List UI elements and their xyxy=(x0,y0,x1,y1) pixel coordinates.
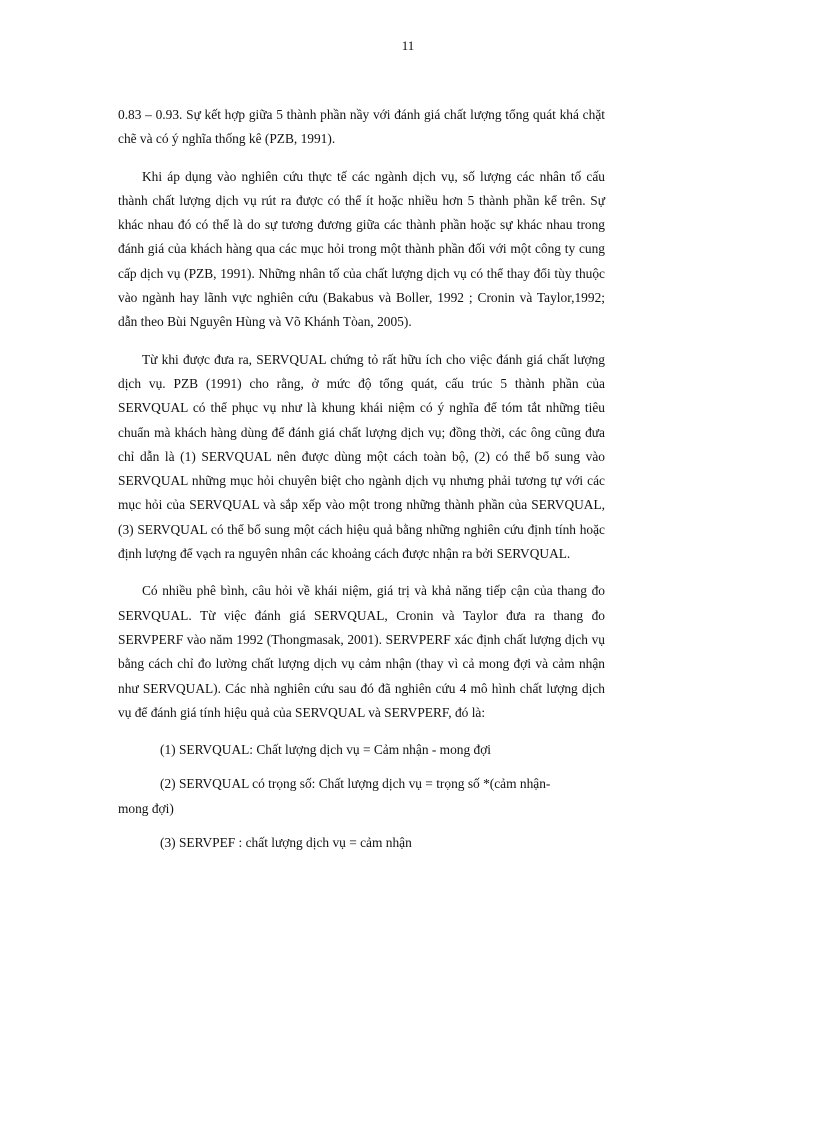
paragraph-intro: 0.83 – 0.93. Sự kết hợp giữa 5 thành phần nầy với đánh giá chất lượng tổng quát khá chặt chẽ và có ý nghĩa thống kê (PZB, 1991). xyxy=(118,107,605,147)
paragraph-servperf: Có nhiều phê bình, câu hỏi về khái niệm, giá trị và khả năng tiếp cận của thang đo SERVQUAL. Từ việc đánh giá SERVQUAL, Cronin và Taylor đưa ra thang đo SERVPERF vào năm 1992 (Thongmasak, 2001). SERVPERF xác định chất lượng dịch vụ bằng cách chỉ đo lường chất lượng dịch vụ cảm nhận (thay vì cả mong đợi và cảm nhận như SERVQUAL). Các nhà nghiên cứu sau đó đã nghiên cứu 4 mô hình chất lượng dịch vụ để đánh giá tính hiệu quả của SERVQUAL và SERVPERF, đó là: xyxy=(118,583,605,720)
list-item-2: (2) SERVQUAL có trọng số: Chất lượng dịch vụ = trọng số *(cảm nhận- xyxy=(160,776,551,792)
list-item-1: (1) SERVQUAL: Chất lượng dịch vụ = Cảm nhận - mong đợi xyxy=(160,742,492,758)
list-item-2-continuation: mong đợi) xyxy=(118,800,174,816)
paragraph-servqual-usefulness: Từ khi được đưa ra, SERVQUAL chứng tỏ rất hữu ích cho việc đánh giá chất lượng dịch vụ. PZB (1991) cho rằng, ở mức độ tổng quát, cấu trúc 5 thành phần của SERVQUAL có thể phục vụ như là khung khái niệm có ý nghĩa để tóm tắt những tiêu chuẩn mà khách hàng dùng để đánh giá chất lượng dịch vụ; đồng thời, các ông cũng đưa chỉ dẫn là (1) SERVQUAL nên được dùng một cách toàn bộ, (2) có thể bổ sung vào SERVQUAL những mục hỏi chuyên biệt cho ngành dịch vụ nhưng phải tương tự với các mục hỏi của SERVQUAL và sắp xếp vào một trong những thành phần của SERVQUAL, (3) SERVQUAL có thể bổ sung một cách hiệu quả bằng những nghiên cứu định tính hoặc định lượng để vạch ra nguyên nhân các khoảng cách được nhận ra bởi SERVQUAL. xyxy=(118,351,605,562)
body-text xyxy=(118,103,605,865)
paragraph-dimensions: Khi áp dụng vào nghiên cứu thực tế các ngành dịch vụ, số lượng các nhân tố cấu thành chất lượng dịch vụ rút ra được có thể ít hoặc nhiều hơn 5 thành phần kể trên. Sự khác nhau đó có thể là do sự tương đương giữa các thành phần hoặc sự khác nhau trong đánh giá của khách hàng qua các mục hỏi trong một thành phần đối với một công ty cung cấp dịch vụ (PZB, 1991). Những nhân tố của chất lượng dịch vụ có thể thay đổi tùy thuộc vào ngành hay lãnh vực nghiên cứu (Bakabus và Boller, 1992 ; Cronin và Taylor,1992; dẫn theo Bùi Nguyên Hùng và Võ Khánh Tòan, 2005). xyxy=(118,168,605,330)
page-number: 11 xyxy=(401,38,415,53)
list-item-3: (3) SERVPEF : chất lượng dịch vụ = cảm nhận xyxy=(160,835,412,851)
